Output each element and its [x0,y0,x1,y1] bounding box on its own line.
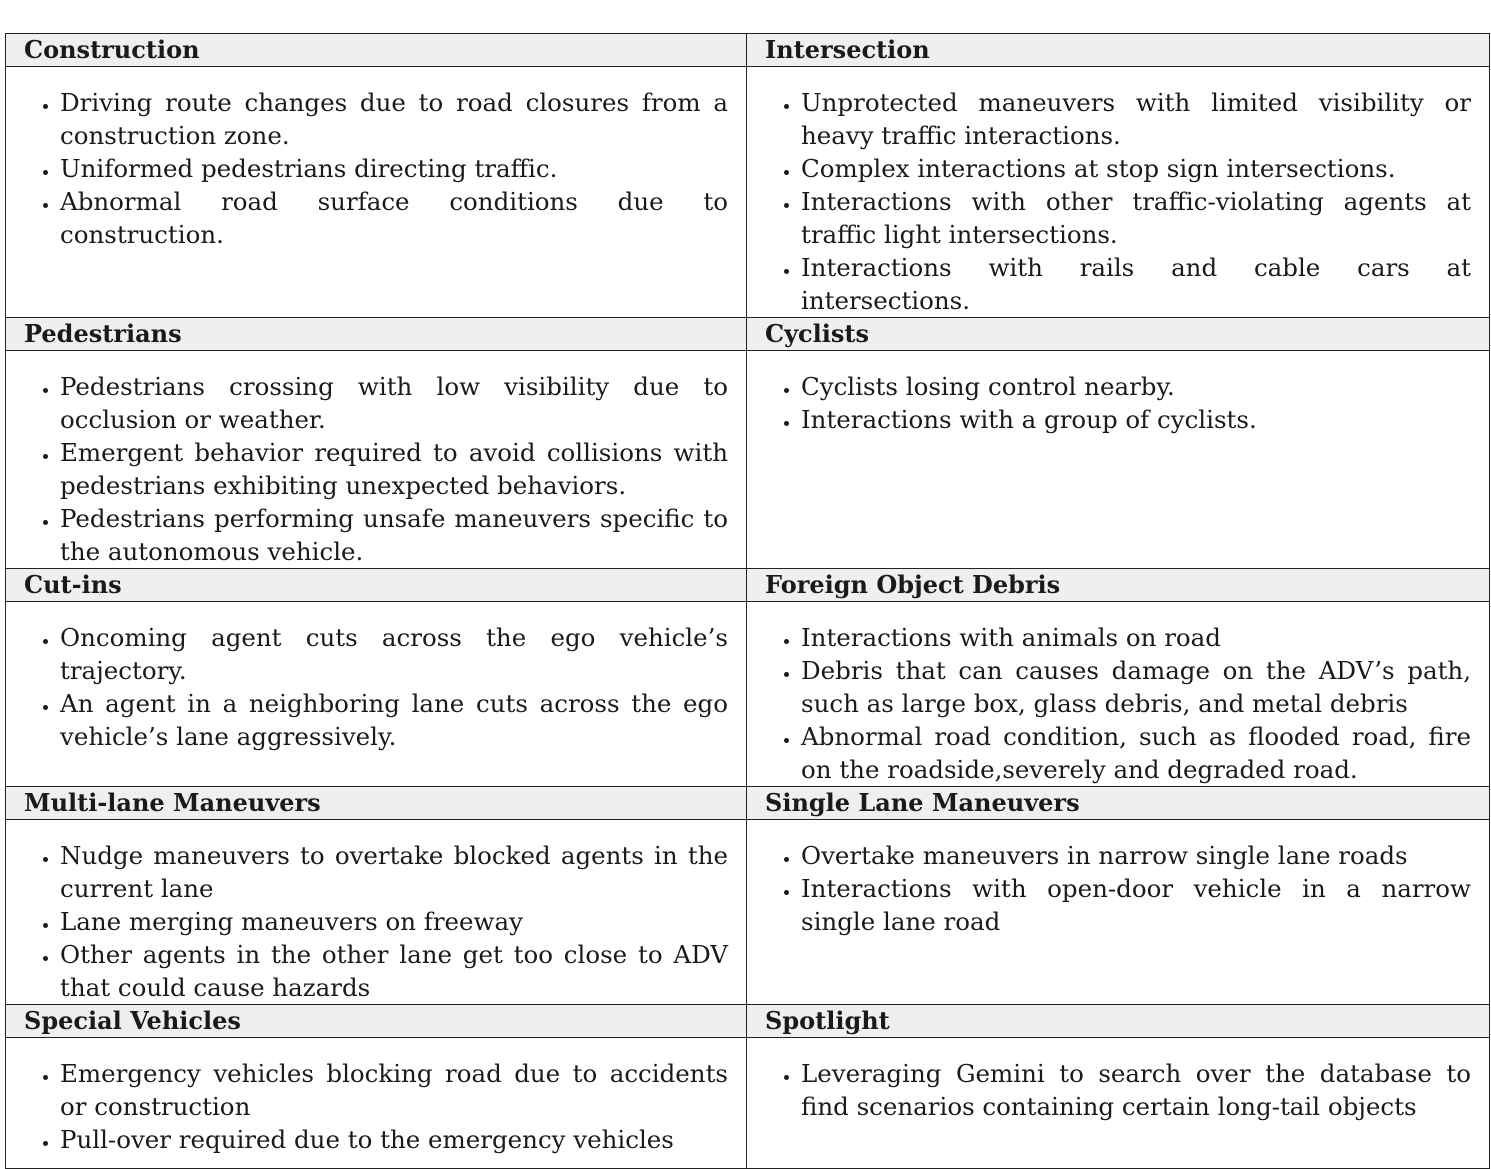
header-row [6,34,1490,67]
list-item: • Pedestrians crossing with low visibility due to occlusion or weather. [60,370,728,436]
list-item: • Unprotected maneuvers with limited visibility or heavy traffic interactions. [801,86,1471,152]
list-item: • Leveraging Gemini to search over the database to find scenarios containing certain long-tail objects [801,1057,1471,1123]
list-item: • Interactions with open-door vehicle in a narrow single lane road [801,872,1471,938]
section-header [6,569,747,602]
bullet-list [6,351,746,568]
section-title: Intersection [765,35,930,64]
list-item: • Uniformed pedestrians directing traffic. [60,152,728,185]
bullet-list [6,602,746,753]
header-row [6,318,1490,351]
section-cell [6,602,747,787]
list-item: • Pull-over required due to the emergency vehicles [60,1123,728,1156]
list-item: • Interactions with a group of cyclists. [801,403,1471,436]
header-row [6,1005,1490,1038]
bullet-list [747,820,1489,938]
section-cell [747,351,1490,569]
section-header [6,34,747,67]
list-item: • Pedestrians performing unsafe maneuvers specific to the autonomous vehicle. [60,502,728,568]
section-title: Multi-lane Maneuvers [24,788,321,817]
section-header [747,34,1490,67]
list-item: • Abnormal road surface conditions due to construction. [60,185,728,251]
list-item: • Debris that can causes damage on the ADV’s path, such as large box, glass debris, and metal debris [801,654,1471,720]
list-item: • Abnormal road condition, such as flooded road, fire on the roadside,severely and degraded road. [801,720,1471,786]
list-item: • Driving route changes due to road closures from a construction zone. [60,86,728,152]
section-header [747,318,1490,351]
list-item: • Nudge maneuvers to overtake blocked agents in the current lane [60,839,728,905]
section-title: Spotlight [765,1006,890,1035]
list-item: • Interactions with animals on road [801,621,1471,654]
bullet-list [6,1038,746,1156]
body-row [6,67,1490,318]
body-row [6,351,1490,569]
section-title: Foreign Object Debris [765,570,1061,599]
bullet-list [747,602,1489,786]
list-item: • Lane merging maneuvers on freeway [60,905,728,938]
body-row [6,602,1490,787]
bullet-list [6,67,746,251]
list-item: • Interactions with other traffic-violating agents at traffic light intersections. [801,185,1471,251]
scenario-categories-table [5,33,1490,1169]
section-cell [747,820,1490,1005]
section-title: Special Vehicles [24,1006,241,1035]
list-item: • Cyclists losing control nearby. [801,370,1471,403]
header-row [6,569,1490,602]
header-row [6,787,1490,820]
section-header [6,787,747,820]
section-header [747,1005,1490,1038]
section-header [6,1005,747,1038]
section-title: Cyclists [765,319,870,348]
list-item: • Complex interactions at stop sign intersections. [801,152,1471,185]
section-cell [747,602,1490,787]
section-header [747,787,1490,820]
list-item: • Other agents in the other lane get too close to ADV that could cause hazards [60,938,728,1004]
list-item: • Emergent behavior required to avoid collisions with pedestrians exhibiting unexpected behaviors. [60,436,728,502]
section-cell [6,820,747,1005]
list-item: • Oncoming agent cuts across the ego vehicle’s trajectory. [60,621,728,687]
body-row [6,1038,1490,1169]
section-header [747,569,1490,602]
bullet-list [747,67,1489,317]
bullet-list [747,351,1489,436]
section-cell [747,67,1490,318]
section-cell [6,1038,747,1169]
body-row [6,820,1490,1005]
list-item: • Interactions with rails and cable cars at intersections. [801,251,1471,317]
section-header [6,318,747,351]
list-item: • Emergency vehicles blocking road due to accidents or construction [60,1057,728,1123]
section-cell [6,351,747,569]
bullet-list [747,1038,1489,1123]
section-cell [6,67,747,318]
section-title: Pedestrians [24,319,182,348]
bullet-list [6,820,746,1004]
section-cell [747,1038,1490,1169]
section-title: Single Lane Maneuvers [765,788,1080,817]
section-title: Cut-ins [24,570,122,599]
list-item: • An agent in a neighboring lane cuts across the ego vehicle’s lane aggressively. [60,687,728,753]
list-item: • Overtake maneuvers in narrow single lane roads [801,839,1471,872]
section-title: Construction [24,35,200,64]
